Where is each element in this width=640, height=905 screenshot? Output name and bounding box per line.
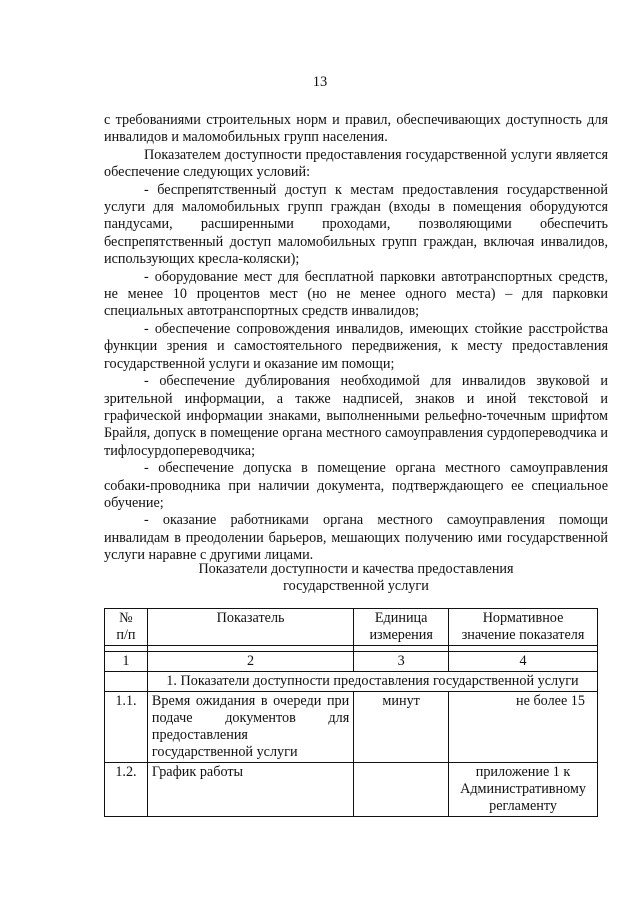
column-number: 3 (354, 652, 449, 672)
section-row (105, 672, 598, 692)
header-norm-line1: Нормативное (482, 610, 564, 626)
paragraph: - беспрепятственный доступ к местам предоставления государственной услуги для маломобильных групп граждан (входы в помещения оборудуются пандусами, расширенными проходами, позволяющими обеспечить беспрепятственный доступ маломобильных групп граждан, включая инвалидов, использующих кресла-коляски); (104, 181, 608, 268)
paragraph: - оборудование мест для бесплатной парковки автотранспортных средств, не менее 10 процентов мест (но не менее одного места) – для парковки специальных автотранспортных средств инвалидов; (104, 268, 608, 320)
row-indicator: График работы (147, 763, 353, 817)
header-num-line2: п/п (116, 627, 136, 643)
paragraph: Показателем доступности предоставления государственной услуги является обеспечение следующих условий: (104, 146, 608, 181)
table-row (105, 692, 598, 763)
header-indicator: Показатель (147, 609, 353, 646)
caption-line: Показатели доступности и качества предоставления (198, 561, 514, 577)
body-text (104, 112, 608, 565)
header-norm (449, 609, 598, 646)
row-num: 1.1. (105, 692, 148, 763)
section-num-cell (105, 672, 148, 692)
paragraph: - оказание работниками органа местного самоуправления помощи инвалидам в преодолении барьеров, мешающих получению ими государственной услуги наравне с другими лицами. (104, 512, 608, 564)
caption-line: государственной услуги (283, 578, 429, 595)
column-number-row (105, 652, 598, 672)
row-norm: не более 15 (449, 692, 598, 763)
header-num-line1: № (119, 610, 133, 626)
column-number: 1 (105, 652, 148, 672)
table-header-row (105, 609, 598, 646)
header-norm-line2: значение показателя (461, 627, 585, 643)
paragraph: - обеспечение дублирования необходимой для инвалидов звуковой и зрительной информации, а также надписей, знаков и иной текстовой и графической информации знаками, выполненными рельефно-точечным шрифтом Брайля, допуск в помещение органа местного самоуправления сурдопереводчика и тифлосурдопереводчика; (104, 373, 608, 459)
table-row (105, 763, 598, 817)
row-num: 1.2. (105, 763, 148, 817)
table-caption (104, 561, 608, 596)
header-unit-line1: Единица (374, 610, 428, 626)
paragraph: - обеспечение сопровождения инвалидов, имеющих стойкие расстройства функции зрения и самостоятельного передвижения, к месту предоставления государственной услуги и оказание им помощи; (104, 320, 608, 372)
paragraph: - обеспечение допуска в помещение органа местного самоуправления собаки-проводника при наличии документа, подтверждающего ее специальное обучение; (104, 460, 608, 511)
section-title: 1. Показатели доступности предоставления государственной услуги (147, 672, 597, 692)
paragraph: с требованиями строительных норм и правил, обеспечивающих доступность для инвалидов и маломобильных групп населения. (104, 112, 608, 146)
row-unit (354, 763, 449, 817)
column-number: 4 (449, 652, 598, 672)
header-unit (354, 609, 449, 646)
header-unit-line2: измерения (369, 627, 433, 643)
row-norm: приложение 1 к Административному регламенту (449, 763, 598, 817)
row-indicator: Время ожидания в очереди при подаче документов для предоставления государственной услуги (147, 692, 353, 763)
header-num (105, 609, 148, 646)
column-number: 2 (147, 652, 353, 672)
indicators-table (104, 608, 598, 817)
page-number: 13 (312, 74, 328, 90)
row-unit: минут (354, 692, 449, 763)
